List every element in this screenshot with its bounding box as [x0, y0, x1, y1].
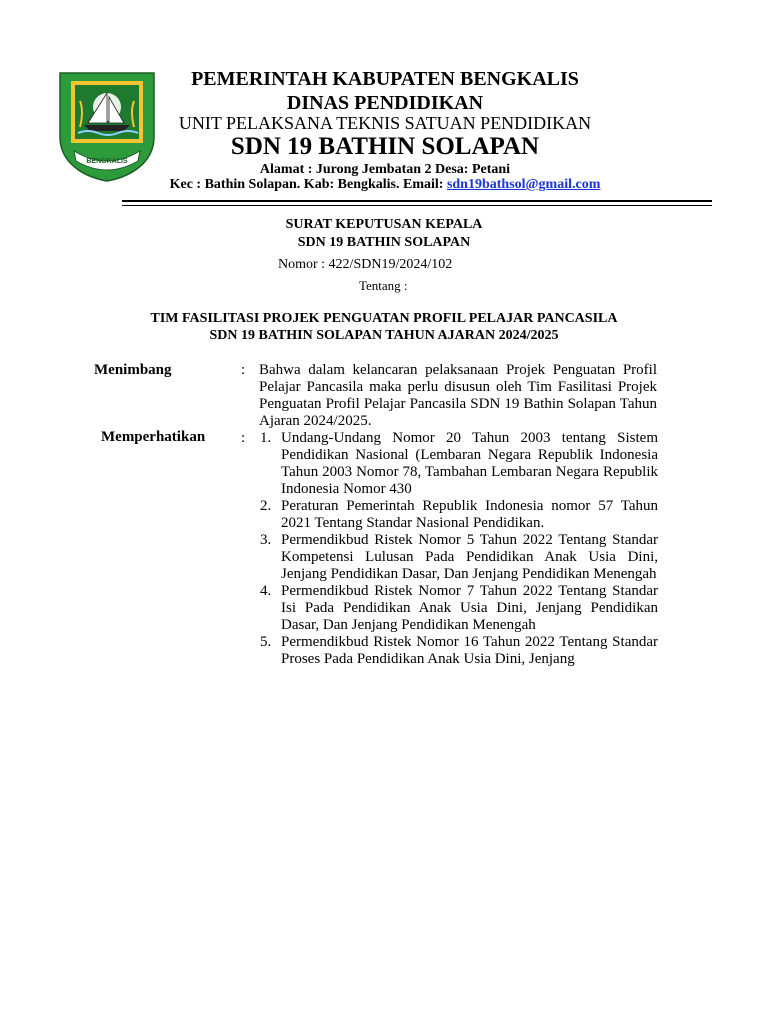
menimbang-colon: : [241, 362, 246, 378]
decree-number: Nomor : 422/SDN19/2024/102 [278, 257, 453, 272]
menimbang-label: Menimbang [94, 362, 172, 378]
list-item-number: 3. [260, 532, 272, 548]
memperhatikan-label: Memperhatikan [101, 429, 206, 445]
list-item [258, 532, 658, 583]
header-address-line2 [140, 177, 630, 193]
decree-about-label: Tentang : [359, 278, 408, 293]
header-address: Alamat : Jurong Jembatan 2 Desa: Petani [259, 162, 511, 177]
list-item-number: 1. [260, 430, 272, 446]
list-item-text: Permendikbud Ristek Nomor 16 Tahun 2022 Tentang Standar Proses Pada Pendidikan Anak Usia Dini, Jenjang [281, 634, 658, 667]
list-item-text: Peraturan Pemerintah Republik Indonesia nomor 57 Tahun 2021 Tentang Standar Nasional Pendidikan. [281, 498, 658, 531]
memperhatikan-colon: : [241, 430, 246, 446]
list-item-text: Undang-Undang Nomor 20 Tahun 2003 tentang Sistem Pendidikan Nasional (Lembaran Negara Republik Indonesia Tahun 2003 Nomor 78, Tambahan Lembaran Negara Republik Indonesia Nomor 430 [281, 430, 658, 497]
list-item-text: Permendikbud Ristek Nomor 5 Tahun 2022 Tentang Standar Kompetensi Lulusan Pada Pendidikan Anak Usia Dini, Jenjang Pendidikan Dasar, Dan Jenjang Pendidikan Menengah [281, 532, 658, 582]
subject-line-1: TIM FASILITASI PROJEK PENGUATAN PROFIL PELAJAR PANCASILA [150, 311, 618, 326]
list-item-text: Permendikbud Ristek Nomor 7 Tahun 2022 Tentang Standar Isi Pada Pendidikan Anak Usia Dini, Jenjang Pendidikan Dasar, Dan Jenjang Pendidikan Menengah [281, 583, 658, 633]
menimbang-text: Bahwa dalam kelancaran pelaksanaan Projek Penguatan Profil Pelajar Pancasila maka perlu disusun oleh Tim Fasilitasi Projek Penguatan Profil Pelajar Pancasila SDN 19 Bathin Solapan Tahun Ajaran 2024/2025. [259, 362, 657, 429]
email-link[interactable]: sdn19bathsol@gmail.com [446, 177, 601, 192]
header-school-name: SDN 19 BATHIN SOLAPAN [230, 133, 540, 160]
list-item [258, 498, 658, 532]
memperhatikan-list [258, 430, 658, 668]
list-item [258, 430, 658, 498]
logo-banner-text: BENGKALIS [86, 158, 128, 165]
header-unit: UNIT PELAKSANA TEKNIS SATUAN PENDIDIKAN [178, 113, 592, 133]
header-divider-thin [122, 205, 712, 206]
decree-school: SDN 19 BATHIN SOLAPAN [297, 235, 471, 250]
address-line2-text: Kec : Bathin Solapan. Kab: Bengkalis. Email: [169, 177, 447, 192]
list-item-number: 2. [260, 498, 272, 514]
list-item-number: 5. [260, 634, 272, 650]
list-item [258, 583, 658, 634]
header-divider-thick [122, 200, 712, 202]
list-item-number: 4. [260, 583, 272, 599]
subject-line-2: SDN 19 BATHIN SOLAPAN TAHUN AJARAN 2024/2025 [209, 328, 559, 343]
decree-title: SURAT KEPUTUSAN KEPALA [285, 217, 483, 232]
header-department: DINAS PENDIDIKAN [286, 92, 484, 114]
list-item [258, 634, 658, 668]
header-government: PEMERINTAH KABUPATEN BENGKALIS [191, 68, 579, 90]
